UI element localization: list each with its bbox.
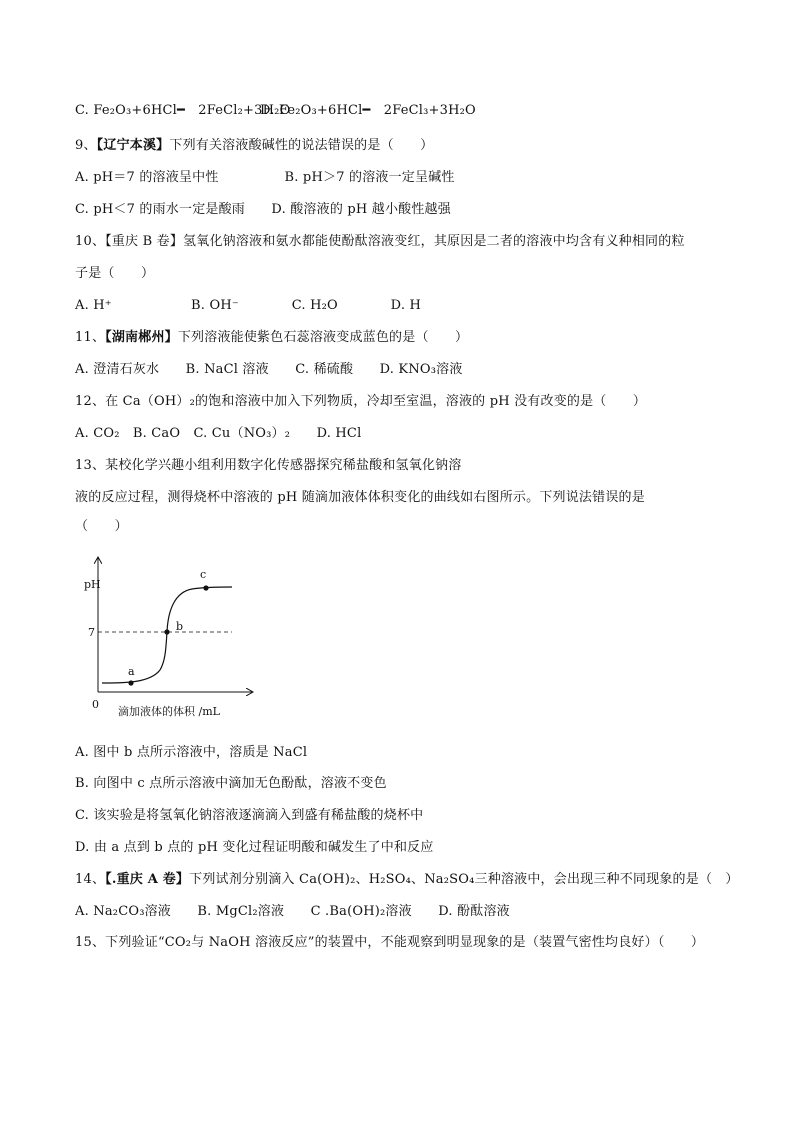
ph-titration-chart [80, 550, 260, 725]
point-c [203, 585, 208, 590]
q9-options-ab: A. pH＝7 的溶液呈中性 B. pH＞7 的溶液一定呈碱性 [75, 170, 455, 185]
y-tick-7: 7 [88, 626, 95, 639]
q10-stem-line1: 10、【重庆 B 卷】氢氧化钠溶液和氨水都能使酚酞溶液变红，其原因是二者的溶液中均含有义种相同的粒 [75, 234, 685, 249]
q14-stem: 14、【.重庆 A 卷】下列试剂分别滴入 Ca(OH)₂、H₂SO₄、Na₂SO₄三种溶液中，会出现三种不同现象的是（ ） [75, 872, 739, 887]
q13-option-b: B. 向图中 c 点所示溶液中滴加无色酚酞，溶液不变色 [75, 776, 387, 791]
q14-source: 【.重庆 A 卷】 [105, 872, 190, 887]
origin-label: 0 [92, 698, 99, 711]
q13-option-d: D. 由 a 点到 b 点的 pH 变化过程证明酸和碱发生了中和反应 [75, 840, 434, 855]
q11-stem: 11、【湖南郴州】下列溶液能使紫色石蕊溶液变成蓝色的是（ ） [75, 330, 469, 345]
q15-stem: 15、下列验证“CO₂与 NaOH 溶液反应”的装置中，不能观察到明显现象的是（装置气密性均良好）（ ） [75, 935, 705, 950]
y-axis-label: pH [84, 578, 101, 591]
ph-curve [102, 587, 232, 683]
q10-options: A. H⁺ B. OH⁻ C. H₂O D. H [75, 298, 422, 313]
point-c-label: c [200, 568, 207, 581]
q10-stem-line2: 子是（ ） [75, 266, 155, 281]
q12-stem: 12、在 Ca（OH）₂的饱和溶液中加入下列物质，冷却至室温，溶液的 pH 没有改变的是（ ） [75, 394, 647, 409]
q8-option-c: C. Fe₂O₃+6HCl━ 2FeCl₂+3H₂O [75, 103, 291, 118]
point-a-label: a [128, 665, 135, 678]
q13-stem-line1: 13、某校化学兴趣小组利用数字化传感器探究稀盐酸和氢氧化钠溶 [75, 458, 462, 473]
q13-stem-line2: 液的反应过程，测得烧杯中溶液的 pH 随滴加液体体积变化的曲线如右图所示。下列说法错误的是 [75, 490, 645, 505]
q14-options: A. Na₂CO₃溶液 B. MgCl₂溶液 C .Ba(OH)₂溶液 D. 酚酞溶液 [75, 904, 510, 919]
q9-stem: 9、【辽宁本溪】下列有关溶液酸碱性的说法错误的是（ ） [75, 138, 434, 153]
point-b [164, 629, 169, 634]
q13-stem-line3: （ ） [75, 519, 128, 534]
q9-options-cd: C. pH＜7 的雨水一定是酸雨 D. 酸溶液的 pH 越小酸性越强 [75, 202, 451, 217]
q11-source: 【湖南郴州】 [105, 330, 178, 345]
point-a [128, 680, 133, 685]
q13-option-a: A. 图中 b 点所示溶液中，溶质是 NaCl [75, 745, 308, 760]
q9-source: 【辽宁本溪】 [96, 138, 170, 153]
q11-options: A. 澄清石灰水 B. NaCl 溶液 C. 稀硫酸 D. KNO₃溶液 [75, 362, 463, 377]
q13-option-c: C. 该实验是将氢氧化钠溶液逐滴滴入到盛有稀盐酸的烧杯中 [75, 808, 424, 823]
x-axis-label: 滴加液体的体积 /mL [118, 705, 220, 718]
q8-option-d: D. Fe₂O₃+6HCl━ 2FeCl₃+3H₂O [260, 103, 476, 118]
point-b-label: b [176, 620, 184, 633]
q12-options: A. CO₂ B. CaO C. Cu（NO₃）₂ D. HCl [75, 426, 362, 441]
